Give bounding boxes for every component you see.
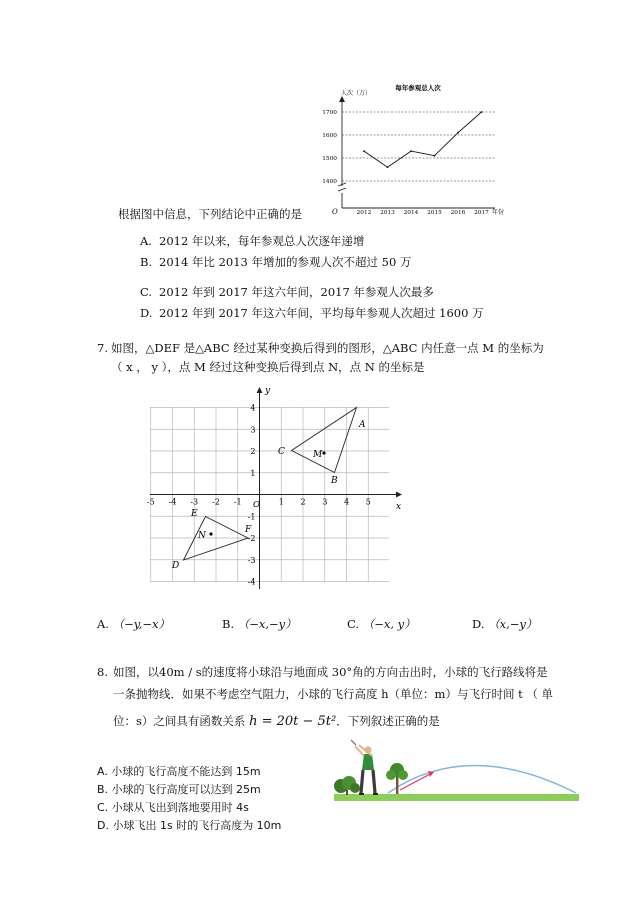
question-number: 7. (97, 341, 108, 355)
option-letter: C. (347, 617, 360, 631)
option-letter: B. (97, 783, 109, 796)
y-tick-label: 1 (250, 468, 256, 478)
data-point (410, 150, 412, 152)
chart-title: 每年参观总人次 (395, 84, 441, 92)
data-point (457, 132, 459, 134)
q8-option-b (97, 781, 261, 797)
option-text: 2012 年到 2017 年这六年间，2017 年参观人次最多 (159, 285, 434, 299)
point-n (209, 532, 212, 535)
label-m: M (313, 450, 323, 460)
y-tick-label: 1400 (322, 179, 337, 185)
q7-option-d (472, 616, 537, 632)
height-formula: h = 20t − 5t² (249, 714, 337, 729)
q8-option-c (97, 799, 249, 815)
q8-line-1 (97, 664, 548, 680)
chart-x-ticks (357, 210, 490, 216)
q6-option-b (140, 255, 411, 271)
question-text: 位：s）之间具有函数关系 (113, 714, 246, 728)
data-point (434, 155, 436, 157)
q7-option-b (222, 616, 297, 632)
x-tick-label: 2013 (380, 210, 395, 216)
option-letter: C. (140, 285, 153, 299)
option-letter: B. (140, 255, 153, 269)
chart-x-axis-label: 年份 (492, 209, 505, 216)
option-letter: A. (97, 765, 108, 778)
option-letter: D. (97, 819, 109, 832)
x-tick-label: -5 (146, 497, 155, 507)
series-line (364, 112, 482, 167)
question-text: 如图，△DEF 是△ABC 经过某种变换后得到的图形，△ABC 内任意一点 M 的坐标为 (111, 341, 544, 355)
option-text: 小球飞出 1s 时的飞行高度为 10m (112, 819, 282, 832)
y-tick-label: -4 (247, 577, 256, 587)
x-tick-label: 2012 (356, 210, 372, 216)
q7-line-1 (97, 341, 544, 357)
label-e: E (191, 509, 198, 519)
q7-line-2: （ x ， y ），点 M 经过这种变换后得到点 N，点 N 的坐标是 (111, 360, 425, 374)
chart-y-ticks (322, 110, 337, 185)
data-point (387, 166, 389, 168)
coordinate-grid-figure (148, 383, 410, 595)
option-letter: A. (97, 617, 109, 631)
q6-option-c (140, 285, 434, 301)
chart-y-axis-label: 人次（万） (341, 90, 372, 97)
q6-stem: 根据图中信息，下列结论中正确的是 (118, 207, 302, 221)
chart-grid (342, 112, 495, 181)
question-text: ．下列叙述正确的是 (336, 714, 440, 728)
x-tick-label: 5 (365, 497, 371, 507)
y-tick-label: 3 (250, 425, 256, 435)
data-point (481, 111, 483, 113)
label-f: F (245, 525, 252, 535)
option-text: 小球的飞行高度不能达到 15m (111, 765, 261, 778)
label-a: A (359, 420, 366, 430)
x-tick-label: -3 (190, 497, 199, 507)
y-tick-label: -1 (247, 512, 256, 522)
x-tick-label: 2017 (474, 210, 489, 216)
ball-trajectory (388, 766, 576, 794)
option-text: （−x, y） (362, 617, 416, 631)
bush-icon (334, 776, 360, 795)
x-tick-label: -2 (212, 497, 220, 507)
option-text: 2012 年到 2017 年这六年间，平均每年参观人次超过 1600 万 (159, 306, 484, 320)
q8-option-a (97, 763, 261, 779)
y-axis-label: y (265, 386, 271, 396)
option-letter: D. (472, 617, 485, 631)
x-tick-label: 2014 (403, 210, 419, 216)
x-tick-label: 3 (322, 497, 328, 507)
label-d: D (172, 561, 180, 571)
option-text: 2014 年比 2013 年增加的参观人次不超过 50 万 (159, 255, 412, 269)
golfer-illustration (328, 740, 583, 806)
option-text: 小球从飞出到落地要用时 4s (111, 801, 249, 814)
x-tick-label: 2016 (450, 210, 466, 216)
option-text: （−y,−x） (112, 617, 171, 631)
question-number: 8. (97, 665, 108, 679)
x-axis-label: x (396, 502, 402, 512)
option-text: 小球的飞行高度可以达到 25m (111, 783, 261, 796)
data-point (363, 150, 365, 152)
option-text: （x,−y） (488, 617, 538, 631)
q7-option-a (97, 616, 170, 632)
y-tick-label: 2 (250, 447, 256, 456)
option-letter: C. (97, 801, 109, 814)
x-tick-label: 4 (343, 497, 350, 507)
option-letter: A. (140, 234, 152, 248)
visitors-line-chart (320, 80, 520, 225)
y-tick-label: 1500 (322, 156, 337, 162)
y-tick-label: 4 (250, 403, 256, 413)
option-text: （−x,−y） (237, 617, 297, 631)
q8-option-d (97, 817, 281, 833)
y-tick-label: 1700 (322, 110, 337, 116)
chart-origin: O (332, 208, 338, 216)
ground-strip (334, 794, 579, 801)
question-text: 如图，以40m / s的速度将小球沿与地面成 30°角的方向击出时，小球的飞行路线将是 (113, 665, 548, 679)
tree-icon (386, 763, 408, 794)
option-letter: D. (140, 306, 153, 320)
q8-line-3 (113, 713, 440, 729)
x-tick-label: -1 (233, 497, 242, 507)
y-tick-label: 1600 (322, 133, 337, 139)
x-tick-label: 1 (278, 497, 284, 507)
label-b: B (331, 476, 338, 486)
point-m (322, 451, 325, 454)
q8-line-2: 一条抛物线．如果不考虑空气阻力，小球的飞行高度 h（单位：m）与飞行时间 t （ 单 (113, 687, 554, 701)
x-tick-label: 2 (300, 497, 306, 507)
q6-option-d (140, 306, 484, 322)
x-tick-label: 2015 (427, 210, 442, 216)
option-letter: B. (222, 617, 235, 631)
y-tick-label: -2 (247, 534, 256, 543)
label-n: N (198, 531, 206, 541)
q7-option-c (347, 616, 416, 632)
q6-option-a (140, 234, 364, 250)
chart-series (363, 111, 482, 168)
y-tick-label: -3 (247, 555, 256, 565)
x-tick-label: -4 (168, 497, 177, 507)
label-c: C (278, 447, 285, 457)
option-text: 2012 年以来，每年参观总人次逐年递增 (159, 234, 365, 248)
origin-label: O (253, 500, 260, 510)
